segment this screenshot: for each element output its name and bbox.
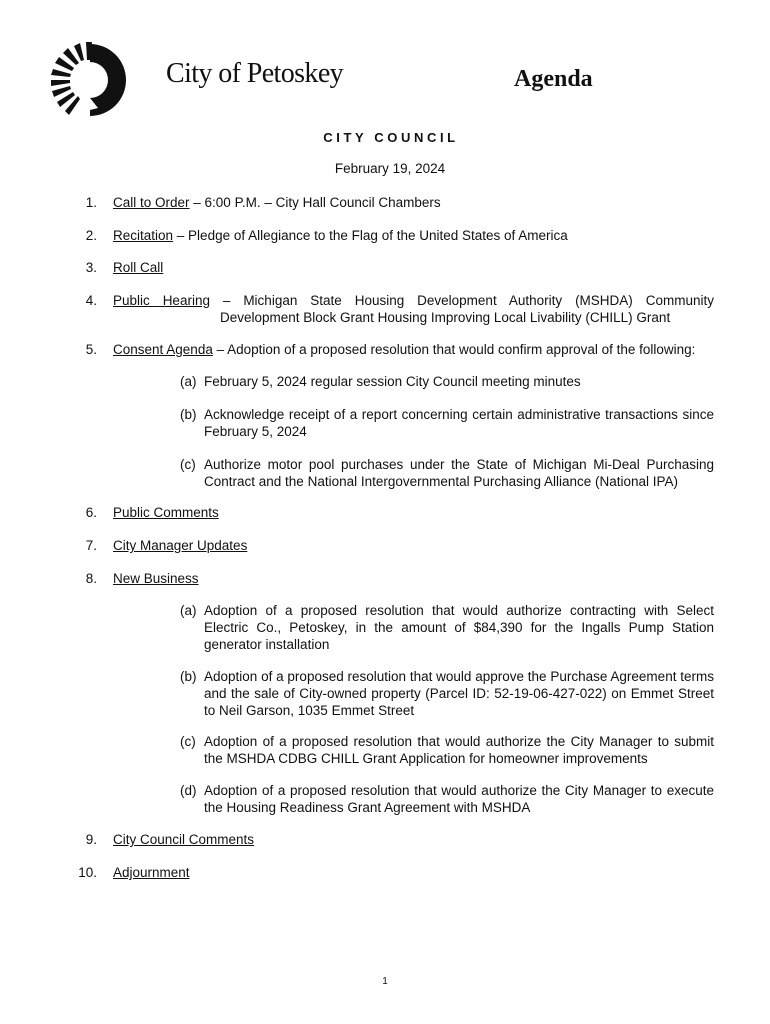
item-number: 8.: [85, 571, 97, 586]
city-name: City of Petoskey: [166, 58, 344, 89]
item-number: 10.: [78, 865, 97, 880]
item-number: 5.: [85, 342, 97, 357]
item-number: 3.: [85, 260, 97, 275]
meeting-date: February 19, 2024: [334, 161, 446, 176]
sub-item-text: Authorize motor pool purchases under the State of Michigan Mi-Deal Purchasing Contract and the National Intergovernmental Purchasing Alliance (National IPA): [204, 457, 714, 489]
item-number: 6.: [85, 505, 97, 520]
item-title: Public Comments: [113, 505, 219, 520]
meeting-body-heading: CITY COUNCIL: [323, 130, 459, 145]
sub-item-text: Adoption of a proposed resolution that would authorize the City Manager to execute the Housing Readiness Grant Agreement with MSHDA: [204, 783, 714, 815]
item-description: – 6:00 P.M. – City Hall Council Chambers: [189, 195, 441, 210]
item-number: 7.: [85, 538, 97, 553]
sub-item-label: (c): [180, 457, 196, 472]
item-title: Call to Order: [113, 195, 190, 210]
sub-item-text: Acknowledge receipt of a report concerning certain administrative transactions since February 5, 2024: [204, 407, 714, 439]
item-title: New Business: [113, 571, 199, 586]
sub-item-text: February 5, 2024 regular session City Council meeting minutes: [204, 374, 581, 389]
item-description: – Pledge of Allegiance to the Flag of the United States of America: [173, 228, 568, 243]
sub-item-label: (c): [180, 734, 196, 749]
sub-item-label: (d): [180, 783, 197, 798]
item-description: – Adoption of a proposed resolution that would confirm approval of the following:: [212, 342, 696, 357]
sub-item-label: (a): [180, 603, 197, 618]
item-title: City Council Comments: [113, 832, 255, 847]
sub-item-text: Adoption of a proposed resolution that would authorize contracting with Select Electric Co., Petoskey, in the amount of $84,390 for the Ingalls Pump Station generator installation: [204, 603, 714, 652]
sub-item-text: Adoption of a proposed resolution that would approve the Purchase Agreement terms and the sale of City-owned property (Parcel ID: 52-19-06-427-022) on Emmet Street to Neil Garson, 1035 Emmet Street: [204, 669, 714, 718]
item-number: 9.: [85, 832, 97, 847]
item-number: 1.: [85, 195, 97, 210]
item-description: – Michigan State Housing Development Authority (MSHDA) Community: [209, 293, 714, 308]
item-title: Adjournment: [113, 865, 190, 880]
sub-item-label: (a): [180, 374, 197, 389]
item-title: Roll Call: [113, 260, 164, 275]
item-number: 2.: [85, 228, 97, 243]
item-title: Consent Agenda: [113, 342, 213, 357]
sub-item-label: (b): [180, 407, 197, 422]
document-type-title: Agenda: [514, 66, 593, 92]
sub-item-text: Adoption of a proposed resolution that would authorize the City Manager to submit the MSHDA CDBG CHILL Grant Application for homeowner improvements: [204, 734, 714, 766]
item-title: Recitation: [113, 228, 174, 243]
item-description-continued: Development Block Grant Housing Improving Local Livability (CHILL) Grant: [220, 310, 671, 325]
city-sun-logo-icon: [50, 38, 130, 122]
item-title: City Manager Updates: [113, 538, 248, 553]
page-number: 1: [382, 976, 388, 987]
sub-item-label: (b): [180, 669, 197, 684]
item-number: 4.: [85, 293, 97, 308]
item-title: Public Hearing: [113, 293, 210, 308]
